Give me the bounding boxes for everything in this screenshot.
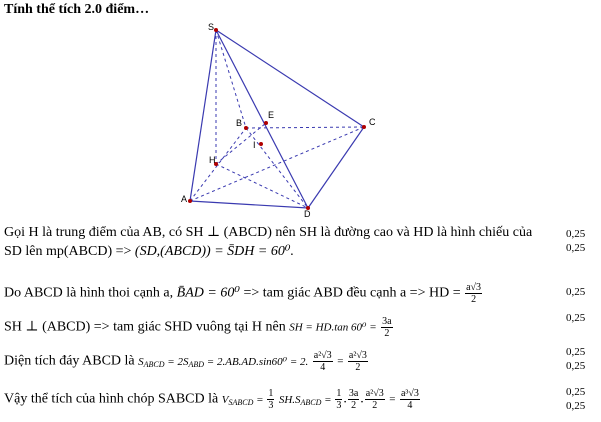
score-7: 0,25 <box>566 386 586 398</box>
fraction-sh: $\frac{3a}{2}$ <box>382 316 392 339</box>
fraction-s2: $\frac{\text{a²√3}}{2}$ <box>348 350 367 373</box>
line6-math2: $SH.S_{ABCD}$ = <box>278 393 335 407</box>
line3-text2: => tam giác ABD đều cạnh a => HD = <box>239 285 461 301</box>
score-5: 0,25 <box>566 346 586 358</box>
solution-line-5: Diện tích đáy ABCD là $S_{ABCD} = 2S_{ABD} = 2.AB.AD.\sin 60^0 = 2$. $\frac{\text{a²√3}}{4}$ = $\frac{\text{a²√3}}{2}$ <box>4 350 367 373</box>
fraction-v1: $\frac{1}{3}$ <box>268 388 274 411</box>
fraction-v5: $\frac{\text{a³√3}}{4}$ <box>400 388 419 411</box>
pyramid-figure <box>178 18 378 218</box>
label-a: A <box>181 194 188 204</box>
line3-angle: B̄AD = 60⁰ <box>176 285 240 301</box>
fraction-v2: $\frac{1}{3}$ <box>336 388 342 411</box>
line6-text: Vậy thể tích của hình chóp SABCD là <box>4 391 219 407</box>
line5-text: Diện tích đáy ABCD là <box>4 353 135 369</box>
page-title: Tính thể tích 2.0 điểm… <box>4 2 150 17</box>
line2-text: SD lên mp(ABCD) => <box>4 244 135 259</box>
solution-line-6: Vậy thể tích của hình chóp SABCD là $V_{SABCD}$ = $\frac{1}{3}$ $SH.S_{ABCD}$ = $\frac{1}{3}$ . $\frac{3a}{2}$ . $\frac{\text{a²√3}}{2}$ = $\frac{\text{a³√3}}{4}$ <box>4 388 419 411</box>
line4-math: SH = HD.tan 60⁰ = <box>289 321 377 334</box>
solution-line-3 <box>4 282 483 305</box>
line6-math: $V_{SABCD}$ = <box>221 393 267 407</box>
score-2: 0,25 <box>566 242 586 254</box>
line4-text: SH ⊥ (ABCD) => tam giác SHD vuông tại H nên <box>4 319 286 335</box>
line3-text: Do ABCD là hình thoi cạnh a, <box>4 285 174 301</box>
label-b: B <box>236 118 243 128</box>
label-i: I <box>253 140 256 150</box>
solution-line-4 <box>4 316 394 339</box>
line2-math: (SD,(ABCD)) = S̄DH = 60⁰. <box>134 244 294 259</box>
score-1: 0,25 <box>566 228 586 240</box>
label-d: D <box>304 209 311 218</box>
score-4: 0,25 <box>566 312 586 324</box>
fraction-v4: $\frac{\text{a²√3}}{2}$ <box>365 388 384 411</box>
score-3: 0,25 <box>566 286 586 298</box>
label-c: C <box>369 117 376 127</box>
label-s: S <box>208 22 215 32</box>
solution-line-1: Gọi H là trung điểm của AB, có SH ⊥ (ABCD) nên SH là đường cao và HD là hình chiếu của <box>4 225 533 240</box>
label-e: E <box>268 110 275 120</box>
label-h: H <box>209 155 216 165</box>
fraction-v3: $\frac{3a}{2}$ <box>348 388 359 411</box>
fraction-s1: $\frac{\text{a²√3}}{4}$ <box>313 350 332 373</box>
score-6: 0,25 <box>566 360 586 372</box>
score-8: 0,25 <box>566 400 586 412</box>
fraction-hd: $\frac{a√3}{2}$ <box>466 282 482 305</box>
line5-math: $S_{ABCD} = 2S_{ABD} = 2.AB.AD.\sin 60^0 = 2$. <box>138 355 309 369</box>
solution-line-2 <box>4 243 294 260</box>
